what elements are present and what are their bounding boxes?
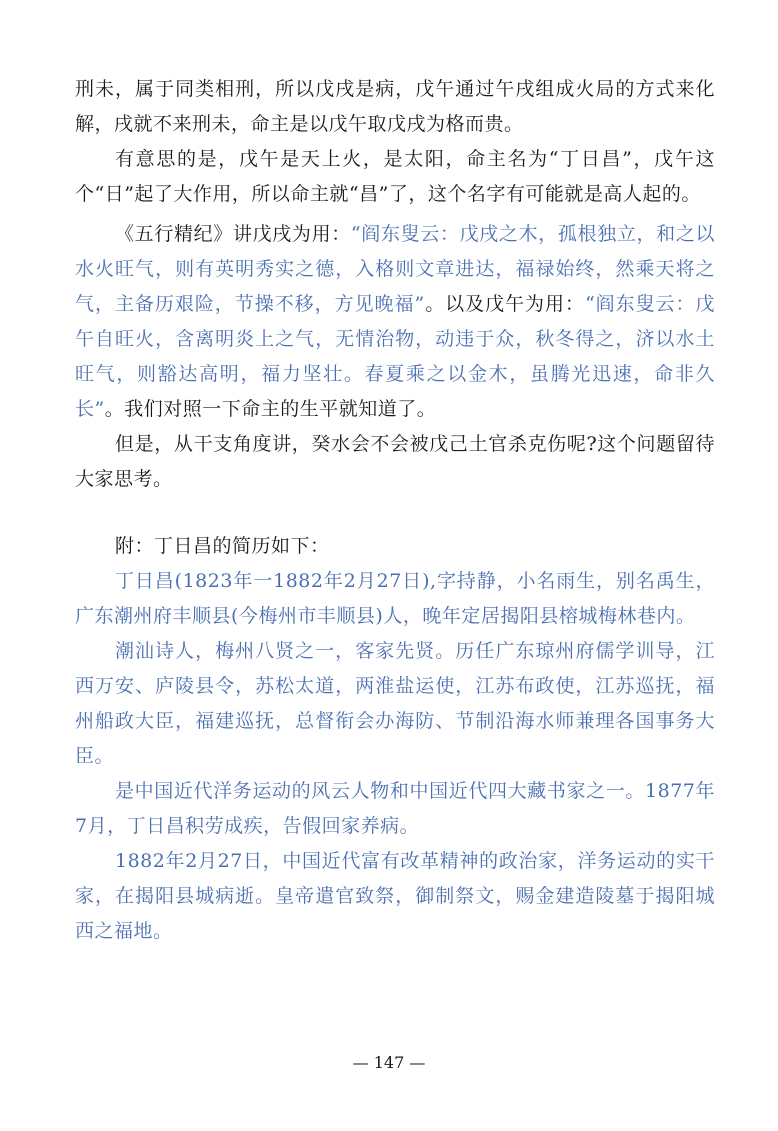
paragraph-1: 刑未，属于同类相刑，所以戊戌是病，戊午通过午戌组成火局的方式来化解，戌就不来刑未，命主是以戊午取戊戌为格而贵。 (75, 78, 715, 135)
paragraph-3 (75, 217, 715, 427)
bio-paragraph-1: 丁日昌(1823年一1882年2月27日),字持静，小名雨生，别名禹生，广东潮州府丰顺县(今梅州市丰顺县)人，晚年定居揭阳县榕城梅林巷内。 (75, 570, 715, 627)
paragraph-2: 有意思的是，戊午是天上火，是太阳，命主名为“丁日昌”，戊午这个“日”起了大作用，所以命主就“昌”了，这个名字有可能就是高人起的。 (75, 148, 715, 205)
paragraph-3-intro: 《五行精纪》讲戊戌为用： (115, 223, 351, 245)
page-number: — 147 — (352, 1053, 426, 1072)
appendix-heading: 附：丁日昌的简历如下： (115, 535, 330, 557)
paragraph-3-link: 。以及戊午为用： (424, 293, 585, 315)
bio-paragraph-2: 潮汕诗人，梅州八贤之一，客家先贤。历任广东琼州府儒学训导，江西万安、庐陵县令，苏松太道，两淮盐运使，江苏布政使，江苏巡抚，福州船政大臣，福建巡抚，总督衔会办海防、节制沿海水师兼理各国事务大臣。 (75, 640, 715, 767)
bio-paragraph-3: 是中国近代洋务运动的风云人物和中国近代四大藏书家之一。1877年7月，丁日昌积劳成疾，告假回家养病。 (75, 780, 715, 837)
quote-wuwu: “阎东叟云：戊午自旺火，含离明炎上之气，无情治物，动违于众，秋冬得之，济以水土旺气，则豁达高明，福力坚壮。春夏乘之以金木，虽腾光迅速，命非久长” (75, 293, 715, 420)
quote-wuxu: “阎东叟云：戊戌之木，孤根独立，和之以水火旺气，则有英明秀实之德，入格则文章进达，福禄始终，然乘天将之气，主备历艰险，节操不移，方见晚福” (75, 223, 715, 315)
body-text (75, 72, 715, 949)
paragraph-4: 但是，从干支角度讲，癸水会不会被戊己土官杀克伤呢?这个问题留待大家思考。 (75, 433, 715, 490)
bio-paragraph-4: 1882年2月27日，中国近代富有改革精神的政治家，洋务运动的实干家，在揭阳县城病逝。皇帝遣官致祭，御制祭文，赐金建造陵墓于揭阳城西之福地。 (75, 850, 715, 942)
paragraph-3-end: 。我们对照一下命主的生平就知道了。 (104, 398, 437, 420)
